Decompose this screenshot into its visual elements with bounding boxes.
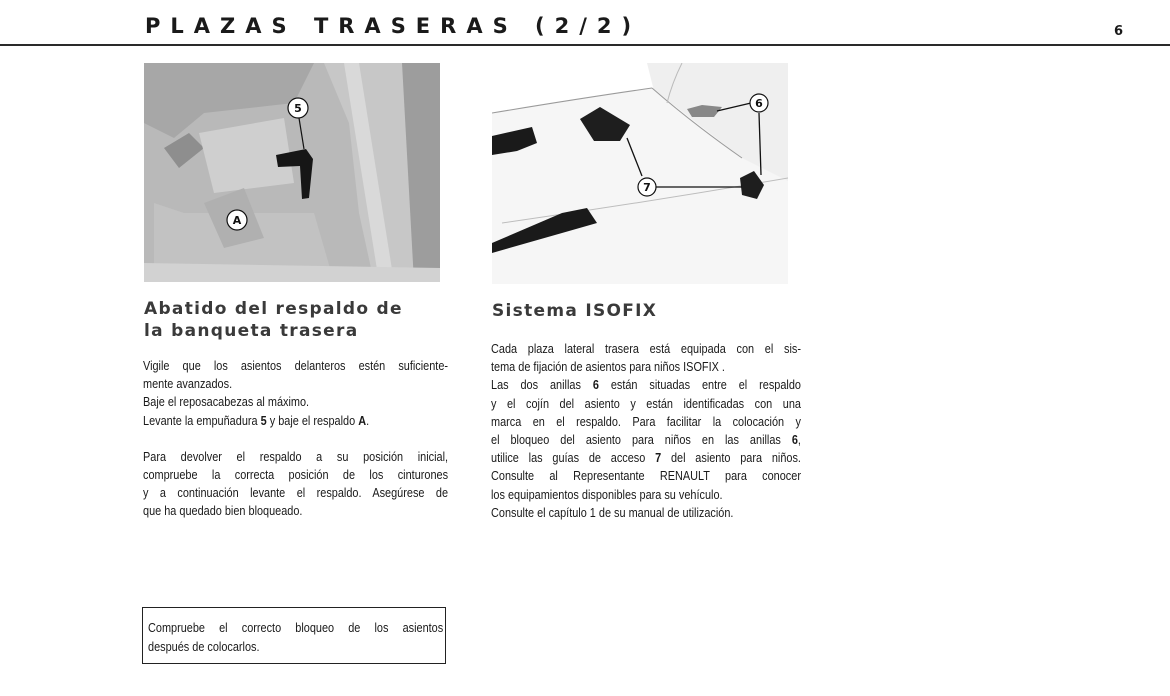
text-run: el bloqueo del asiento para niños en las anillas [491, 432, 792, 448]
backrest-folding-heading [144, 298, 464, 342]
backrest-instructions [143, 357, 448, 521]
text-line [143, 412, 448, 430]
callout-5-label: 5 [294, 102, 302, 115]
ref-a: A [358, 412, 367, 428]
text-run: y baje el respaldo [266, 412, 359, 428]
text-line: y el cojín del asiento y están identificadas con una [491, 395, 801, 411]
text-line: que ha quedado bien bloqueado. [143, 503, 303, 519]
text-run: del asiento para niños. [661, 450, 801, 466]
text-line: Consulte al Representante RENAULT para conocer [491, 468, 801, 484]
text-line: Cada plaza lateral trasera está equipada con el sis- [491, 341, 801, 356]
text-line: Para devolver el respaldo a su posición inicial, [143, 448, 449, 464]
text-run: , [797, 432, 801, 448]
callout-6-label: 6 [755, 97, 763, 110]
warning-note-text [148, 619, 443, 656]
text-line: después de colocarlos. [148, 638, 260, 654]
heading-line: Abatido del respaldo de [144, 299, 403, 319]
ref-6: 6 [592, 377, 599, 393]
text-line: tema de fijación de asientos para niños ISOFIX . [491, 359, 725, 375]
callout-7-label: 7 [643, 181, 651, 194]
text-line: mente avanzados. [143, 376, 233, 392]
isofix-heading: Sistema ISOFIX [492, 301, 658, 321]
text-line: marca en el respaldo. Para facilitar la colocación y [491, 413, 801, 429]
ref-7: 7 [655, 450, 662, 466]
callout-a-label: A [232, 214, 242, 227]
page-number: 6 [1114, 24, 1124, 39]
text-line: Baje el reposacabezas al máximo. [143, 394, 310, 410]
text-run: Las dos anillas [491, 377, 593, 393]
text-run: utilice las guías de acceso [491, 450, 656, 466]
text-line: Vigile que los asientos delanteros estén suficiente- [143, 358, 449, 373]
text-line [491, 376, 801, 394]
warning-note-box [142, 607, 446, 664]
text-run: . [366, 412, 370, 428]
ref-6: 6 [791, 432, 798, 448]
text-line [491, 431, 801, 449]
heading-line: la banqueta trasera [144, 321, 359, 341]
text-line: Consulte el capítulo 1 de su manual de utilización. [491, 504, 734, 520]
text-line: y a continuación levante el respaldo. Asegúrese de [143, 485, 449, 501]
text-line: los equipamientos disponibles para su vehículo. [491, 486, 723, 502]
isofix-illustration [492, 63, 788, 284]
text-line [491, 449, 801, 467]
backrest-release-drawing [144, 63, 440, 282]
text-run: Levante la empuñadura [143, 412, 261, 428]
header-rule [0, 44, 1170, 46]
text-run: están situadas entre el respaldo [598, 377, 801, 393]
ref-5: 5 [260, 412, 267, 428]
text-line: Compruebe el correcto bloqueo de los asientos [148, 620, 444, 635]
text-line: compruebe la correcta posición de los cinturones [143, 467, 449, 483]
isofix-drawing [492, 63, 788, 284]
backrest-release-illustration [144, 63, 440, 282]
isofix-description [491, 340, 801, 522]
page-title: PLAZAS TRASERAS (2/2) [145, 14, 642, 38]
